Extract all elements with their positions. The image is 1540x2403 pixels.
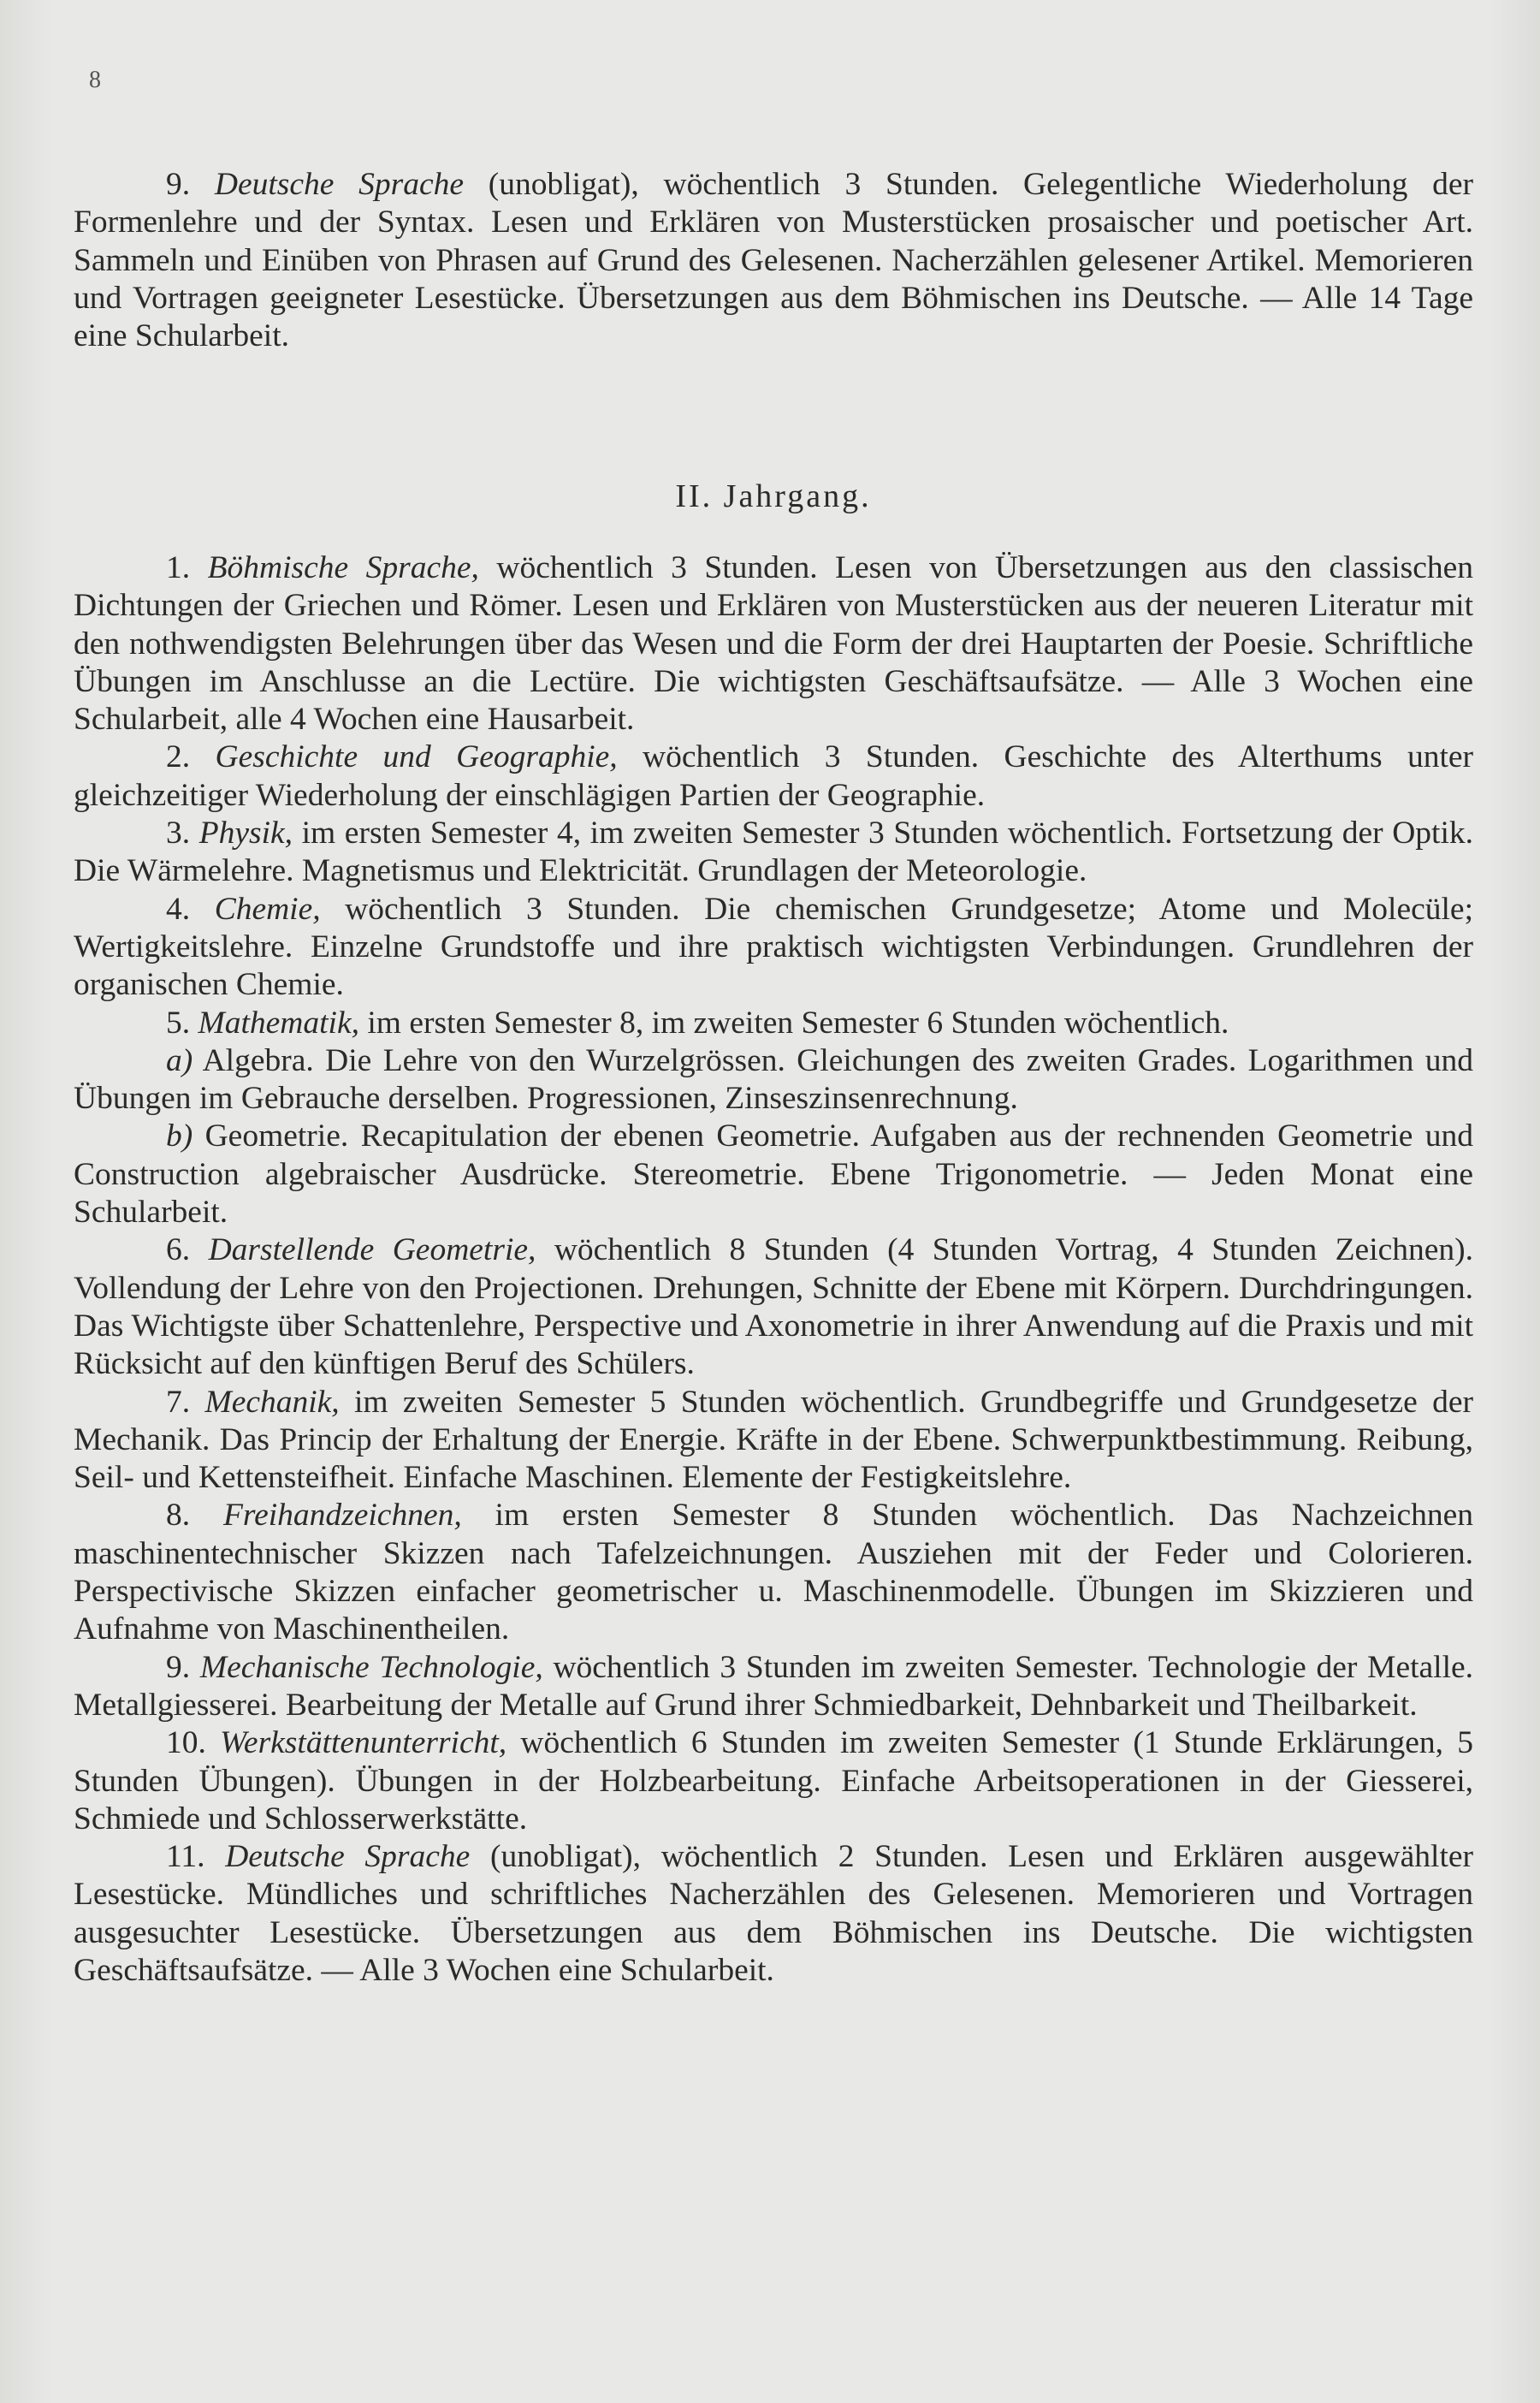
entry-deutsche-sprache-i [74, 166, 1473, 355]
entry-text: Algebra. Die Lehre von den Wurzelgrössen. Gleichungen des zweiten Grades. Logarithmen und Übungen im Gebrauche derselben. Progressionen, Zinseszinsenrechnung. [74, 1042, 1473, 1117]
entry-subject: Darstellende Geometrie, [208, 1232, 536, 1268]
entry-number: 6. [166, 1232, 191, 1268]
entry-number: 5. [166, 1005, 191, 1041]
entry-boehmische-sprache [74, 549, 1473, 739]
entry-text: wöchentlich 3 Stunden. Die chemischen Grundgesetze; Atome und Molecüle; Wertigkeitslehre. Einzelne Grundstoffe und ihre praktisch wichtigsten Verbindungen. Grundlehren der organischen Chemie. [74, 891, 1473, 1003]
entry-subject: Deutsche Sprache [214, 167, 465, 202]
section-heading: II. Jahrgang. [675, 478, 872, 514]
entry-werkstaettenunterricht [74, 1724, 1473, 1838]
entry-mathematik [74, 1005, 1473, 1042]
entry-subject: Chemie, [214, 891, 321, 927]
entry-number: 10. [166, 1725, 206, 1761]
entry-subject: Mechanische Technologie, [199, 1649, 543, 1685]
entry-text: wöchentlich 3 Stunden im zweiten Semester. Technologie der Metalle. Metallgiesserei. Bearbeitung der Metalle auf Grund ihrer Schmiedbarkeit, Dehnbarkeit und Theilbarkeit. [74, 1649, 1474, 1723]
entry-text: im ersten Semester 8, im zweiten Semester 6 Stunden wöchentlich. [359, 1005, 1229, 1041]
entry-number: 4. [166, 891, 191, 927]
entry-text: wöchentlich 8 Stunden (4 Stunden Vortrag, 4 Stunden Zeichnen). Vollendung der Lehre von den Projectionen. Drehungen, Schnitte der Ebene mit Körpern. Durchdringungen. Das Wichtigste über Schattenlehre, Perspective und Axonometrie in ihrer Anwendung auf die Praxis und mit Rücksicht auf den künftigen Beruf des Schülers. [74, 1232, 1474, 1382]
entry-geschichte-geographie [74, 739, 1473, 815]
entry-subject: Mathematik, [198, 1005, 359, 1041]
entry-text: (unobligat), wöchentlich 3 Stunden. Gelegentliche Wiederholung der Formenlehre und der Syntax. Lesen und Erklären von Musterstücken prosaischer und poetischer Art. Sammeln und Einüben von Phrasen auf Grund des Gelesenen. Nacherzählen gelesener Artikel. Memorieren und Vortragen geeigneter Lesestücke. Übersetzungen aus dem Böhmischen ins Deutsche. — Alle 14 Tage eine Schularbeit. [74, 167, 1473, 354]
entry-number: b) [166, 1118, 193, 1154]
entry-subject: Deutsche Sprache [225, 1839, 471, 1875]
entry-mechanische-technologie [74, 1649, 1473, 1725]
entry-mechanik [74, 1384, 1473, 1498]
entry-chemie [74, 891, 1473, 1005]
entry-number: 9. [166, 167, 191, 202]
entry-text: wöchentlich 3 Stunden. Lesen von Übersetzungen aus den classischen Dichtungen der Griechen und Römer. Lesen und Erklären von Musterstücken aus der neueren Literatur mit den nothwendigsten Belehrungen über das Wesen und die Form der drei Hauptarten der Poesie. Schriftliche Übungen im Anschlusse an die Lectüre. Die wichtigsten Geschäftsaufsätze. — Alle 3 Wochen eine Schularbeit, alle 4 Wochen eine Hausarbeit. [74, 550, 1474, 738]
section-ii [74, 478, 1473, 1990]
entry-subject: Werkstättenunterricht, [220, 1725, 507, 1761]
entry-text: im ersten Semester 4, im zweiten Semester 3 Stunden wöchentlich. Fortsetzung der Optik. Die Wärmelehre. Magnetismus und Elektricität. Grundlagen der Meteorologie. [74, 816, 1473, 889]
entry-number: 1. [166, 550, 191, 585]
entry-subject: Böhmische Sprache, [207, 550, 479, 585]
entry-subject: Geschichte und Geographie, [215, 739, 618, 775]
entry-algebra [74, 1042, 1473, 1118]
entry-geometrie [74, 1118, 1473, 1231]
entry-number: 8. [166, 1498, 191, 1534]
entry-text: im zweiten Semester 5 Stunden wöchentlich. Grundbegriffe und Grundgesetze der Mechanik. Das Princip der Erhaltung der Energie. Kräfte in der Ebene. Schwerpunktbestimmung. Reibung, Seil- und Kettensteifheit. Einfache Maschinen. Elemente der Festigkeitslehre. [74, 1384, 1473, 1496]
entry-freihandzeichnen [74, 1497, 1473, 1648]
page-number: 8 [89, 67, 101, 93]
entry-text: (unobligat), wöchentlich 2 Stunden. Lesen und Erklären ausgewählter Lesestücke. Mündliches und schriftliches Nacherzählen des Gelesenen. Memorieren und Vortragen ausgesuchter Lesestücke. Übersetzungen aus dem Böhmischen ins Deutsche. Die wichtigsten Geschäftsaufsätze. — Alle 3 Wochen eine Schularbeit. [74, 1839, 1473, 1988]
entry-number: a) [166, 1042, 193, 1078]
entry-number: 9. [166, 1649, 191, 1685]
entry-text: wöchentlich 6 Stunden im zweiten Semester (1 Stunde Erklärungen, 5 Stunden Übungen). Übungen in der Holzbearbeitung. Einfache Arbeitsoperationen in der Giesserei, Schmiede und Schlosserwerkstätte. [74, 1725, 1473, 1836]
section-i-continuation [74, 166, 1473, 355]
entry-text: Geometrie. Recapitulation der ebenen Geometrie. Aufgaben aus der rechnenden Geometrie und Construction algebraischer Ausdrücke. Stereometrie. Ebene Trigonometrie. — Jeden Monat eine Schularbeit. [74, 1118, 1473, 1231]
entry-number: 11. [166, 1839, 205, 1875]
entry-number: 2. [166, 739, 191, 775]
entry-subject: Freihandzeichnen, [222, 1498, 462, 1534]
entry-darstellende-geometrie [74, 1231, 1473, 1383]
entry-text: wöchentlich 3 Stunden. Geschichte des Alterthums unter gleichzeitiger Wiederholung der einschlägigen Partien der Geographie. [74, 739, 1473, 813]
entry-number: 7. [166, 1384, 191, 1420]
entry-subject: Mechanik, [204, 1384, 340, 1420]
entry-subject: Physik, [198, 816, 293, 851]
entry-number: 3. [166, 816, 191, 851]
entry-physik [74, 815, 1473, 891]
entry-text: im ersten Semester 8 Stunden wöchentlich. Das Nachzeichnen maschinentechnischer Skizzen nach Tafelzeichnungen. Ausziehen mit der Feder und Colorieren. Perspectivische Skizzen einfacher geometrischer u. Maschinenmodelle. Übungen im Skizzieren und Aufnahme von Maschinentheilen. [74, 1498, 1473, 1647]
entry-deutsche-sprache-ii [74, 1838, 1473, 1990]
